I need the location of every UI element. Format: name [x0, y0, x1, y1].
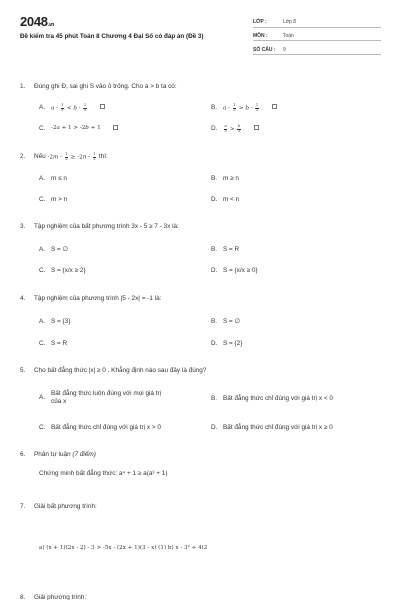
option-letter: B.: [211, 175, 218, 182]
question-stem-suffix: thì:: [98, 153, 108, 160]
q3-option-c[interactable]: [39, 267, 86, 275]
option-text: S = {x/x ≥ 2}: [51, 267, 86, 274]
option-letter: D.: [211, 340, 218, 347]
option-letter: C.: [39, 267, 46, 274]
option-text: Bất đẳng thức luôn đúng với mọi giá trị của x: [51, 390, 162, 406]
q4-option-c[interactable]: [39, 340, 67, 348]
statement-text: Chứng minh bất đẳng thức: a⁴ + 1 ≥ a(a³ + 1): [39, 470, 168, 477]
option-text: Bất đẳng thức chỉ đúng với giá trị x < 0: [223, 395, 333, 402]
option-letter: D.: [211, 424, 218, 431]
question-number: 7.: [20, 503, 26, 510]
question-stem: Phân tự luận: [34, 451, 71, 458]
option-math: a - $\frac{1}{3}$ > b - $\frac{1}{3}$: [223, 103, 259, 112]
option-math: -2a + 1 > -2b + 1: [51, 125, 101, 131]
option-text: S = R: [223, 246, 240, 253]
q3-option-b[interactable]: [211, 246, 239, 254]
q2-option-a[interactable]: [39, 175, 67, 183]
option-text: S = ∅: [223, 318, 241, 325]
meta-table: [253, 16, 381, 57]
option-text: m < n: [223, 196, 240, 203]
option-text: S = {3}: [51, 318, 71, 325]
q7-equation: [39, 545, 394, 552]
question-8: [20, 594, 87, 600]
question-number: 5.: [20, 367, 26, 374]
q5-option-a[interactable]: [39, 390, 199, 407]
question-stem: Giải bất phương trình:: [34, 503, 97, 510]
meta-label: MÔN :: [253, 32, 268, 39]
answer-checkbox[interactable]: [100, 104, 105, 109]
q1-option-d[interactable]: [211, 125, 259, 134]
document-header: [0, 0, 400, 64]
meta-value: Toán: [283, 32, 294, 39]
q2-option-b[interactable]: [211, 175, 239, 183]
answer-checkbox[interactable]: [113, 125, 118, 130]
meta-row-subject: [253, 30, 381, 42]
question-6: [20, 451, 390, 459]
option-letter: A.: [39, 246, 46, 253]
logo-suffix: .vn: [47, 22, 55, 28]
q4-option-d[interactable]: [211, 340, 242, 348]
q2-option-d[interactable]: [211, 196, 239, 204]
question-stem: Tập nghiệm của bất phương trình 3x - 5 ≥ 7 - 3x là:: [34, 223, 179, 230]
question-stem-prefix: Nếu: [34, 153, 46, 160]
option-text: S = {x/x ≥ 0}: [223, 267, 258, 274]
meta-value: 9: [283, 46, 286, 53]
q2-option-c[interactable]: [39, 196, 67, 204]
option-letter: D.: [211, 125, 218, 132]
option-letter: B.: [211, 395, 218, 402]
option-letter: A.: [39, 394, 46, 401]
option-letter: D.: [211, 196, 218, 203]
question-2: [20, 153, 390, 162]
option-math: a - $\frac{1}{3}$ < b - $\frac{1}{3}$: [51, 103, 87, 112]
answer-checkbox[interactable]: [272, 104, 277, 109]
option-letter: C.: [39, 424, 46, 431]
option-letter: B.: [211, 104, 218, 111]
question-stem: Đúng ghi Đ, sai ghi S vào ô trống. Cho a > b ta có:: [34, 83, 177, 90]
option-text: S = ∅: [51, 246, 69, 253]
question-number: 3.: [20, 223, 26, 230]
option-text: Bất đẳng thức chỉ đúng với giá trị x ≥ 0: [223, 424, 333, 431]
meta-label: LỚP :: [253, 19, 267, 26]
site-logo[interactable]: [20, 14, 54, 31]
option-text: S = R: [51, 340, 68, 347]
q4-option-b[interactable]: [211, 318, 240, 326]
answer-checkbox[interactable]: [254, 125, 259, 130]
q5-option-b[interactable]: [211, 395, 333, 403]
question-4: [20, 295, 390, 303]
option-letter: B.: [211, 318, 218, 325]
meta-value: Lớp 8: [283, 19, 297, 26]
question-3: [20, 223, 390, 231]
question-points: (7 điểm): [72, 451, 96, 458]
q3-option-d[interactable]: [211, 267, 258, 275]
option-text: S = {2}: [223, 340, 243, 347]
option-text: Bất đẳng thức chỉ đúng với giá trị x > 0: [51, 424, 161, 431]
option-letter: A.: [39, 175, 46, 182]
question-5: [20, 367, 390, 375]
q3-option-a[interactable]: [39, 246, 68, 254]
q5-option-d[interactable]: [211, 424, 333, 432]
question-7: [20, 503, 390, 511]
question-stem: Giải phương trình:: [34, 594, 87, 600]
q5-option-c[interactable]: [39, 424, 161, 432]
option-letter: D.: [211, 267, 218, 274]
question-stem: Tập nghiệm của phương trình |5 - 2x| = -1 là:: [34, 295, 162, 302]
question-number: 4.: [20, 295, 26, 302]
logo-text: 2048: [20, 14, 48, 29]
option-letter: C.: [39, 125, 46, 132]
option-letter: C.: [39, 340, 46, 347]
option-text: m > n: [51, 196, 68, 203]
question-number: 6.: [20, 451, 26, 458]
option-math: $\frac{a}{3}$ > $\frac{b}{3}$: [224, 124, 241, 133]
question-number: 8.: [20, 594, 26, 600]
document-title: Đề kiểm tra 45 phút Toán 8 Chương 4 Đại Số có đáp án (Đề 3): [20, 33, 204, 40]
option-letter: A.: [39, 104, 46, 111]
equation-text: a) (x + 1)(2x - 2) - 3 > -5x - (2x + 1)(3 - x) (1) b) x - 3² + 4(2: [39, 545, 208, 551]
q6-statement: [39, 470, 168, 478]
q1-option-b[interactable]: [211, 104, 277, 113]
meta-row-class: [253, 16, 381, 28]
option-text: m ≥ n: [223, 175, 239, 182]
question-number: 1.: [20, 83, 26, 90]
option-letter: B.: [211, 246, 218, 253]
question-stem: Cho bất đẳng thức |x| ≥ 0 . Khẳng định nào sau đây là đúng?: [34, 367, 207, 374]
option-letter: A.: [39, 318, 46, 325]
q4-option-a[interactable]: [39, 318, 70, 326]
question-number: 2.: [20, 153, 26, 160]
meta-label: SỐ CÂU :: [253, 46, 276, 53]
meta-row-count: [253, 44, 381, 56]
q1-option-c[interactable]: [39, 125, 118, 133]
question-math: -2m - $\frac{1}{2}$ ≥ -2n - $\frac{1}{2}$: [47, 152, 96, 161]
question-1: [20, 83, 390, 91]
option-text: m ≤ n: [51, 175, 67, 182]
option-letter: C.: [39, 196, 46, 203]
q1-option-a[interactable]: [39, 104, 105, 113]
